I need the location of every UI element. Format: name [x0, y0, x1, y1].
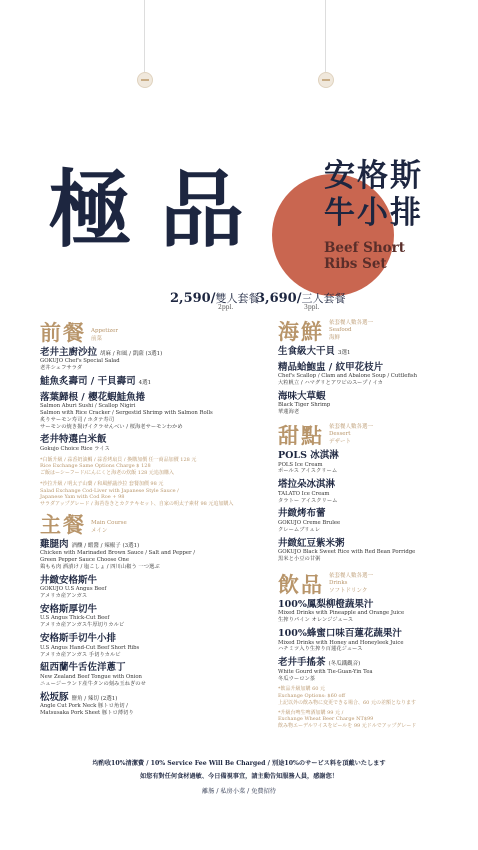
- price-2ppl-en: 2ppl.: [218, 304, 234, 311]
- menu-item-name: [40, 662, 240, 673]
- main-title: 主餐: [40, 511, 86, 537]
- menu-item: [40, 575, 240, 600]
- menu-item: [278, 346, 458, 357]
- menu-item: [40, 392, 240, 431]
- menu-item-name-text: 井緻安格斯牛: [40, 574, 98, 586]
- menu-item-name: [40, 539, 240, 550]
- drinks-sub-jp: ソフトドリンク: [329, 587, 368, 594]
- menu-item-name: [40, 392, 240, 403]
- menu-item-name: [278, 508, 458, 519]
- menu-item-name-text: 100%蜂蜜口味百蓮花蔬果汁: [278, 628, 402, 640]
- menu-item-japanese: ポールス アイスクリーム: [278, 468, 338, 475]
- dessert-header: [278, 423, 458, 449]
- menu-item-name-text: 老井主廚沙拉: [40, 347, 98, 358]
- drinks-subtitle: [329, 573, 373, 595]
- hang-hole-left: [137, 72, 153, 88]
- menu-item-english: POLS Ice Cream: [278, 461, 323, 468]
- title-en: [324, 240, 405, 273]
- drinks-note-1: *飲品升級加購 60 元 Exchange Options: $60 off 上記以外の飲み物に変更できる場合、60 元の差額となります: [278, 686, 416, 706]
- menu-item-english: Gokujo Choice Rice ライス: [40, 445, 110, 452]
- drinks-sub-en: Drinks: [329, 580, 348, 587]
- main-header: [40, 511, 240, 537]
- drinks-header: [278, 572, 458, 598]
- menu-item-japanese: アメリカ産アンガス牛厚切りカルビ: [40, 622, 125, 629]
- seafood-sub-en: Seafood: [329, 327, 352, 334]
- hang-hole-right: [318, 72, 334, 88]
- menu-item: [40, 662, 240, 687]
- hang-thread-right: [325, 0, 326, 72]
- menu-item-name: [40, 633, 240, 644]
- menu-item-english: GOKUJO U.S Angus Beef: [40, 586, 107, 593]
- appetizer-subtitle: [91, 328, 118, 343]
- menu-item-english: White Gourd with Tie-Guan-Yin Tea: [278, 668, 373, 675]
- main-list: [40, 539, 240, 717]
- menu-item-option: 3選1: [338, 350, 351, 357]
- menu-item-name: [40, 692, 240, 703]
- menu-item-name-text: 井緻烤布蕾: [278, 508, 326, 520]
- menu-item-option: 胡麻 / 和風 / 凱薩 (3選1): [100, 351, 163, 357]
- menu-item-english: Mixed Drinks with Pineapple and Orange Juice: [278, 610, 405, 617]
- menu-item: [278, 479, 458, 504]
- seafood-sub-cn: 依套餐人數各選一: [329, 320, 374, 326]
- hang-thread-left: [144, 0, 145, 72]
- menu-item-option: 酒釀 / 蝦醬 / 辣椒子 (3選1): [71, 542, 140, 549]
- menu-item-english: Chef's Scallop / Clam and Abalone Soup / Cuttlefish: [278, 373, 418, 380]
- menu-item-name-text: 塔拉朵冰淇淋: [278, 479, 336, 491]
- menu-item-japanese: アメリカ産アンガス 手切りカルビ: [40, 651, 121, 658]
- menu-item-option: (冬瓜鐵觀音): [328, 661, 361, 668]
- main-sub-en: Main Course: [91, 520, 127, 527]
- menu-item: [278, 362, 458, 387]
- menu-item: [40, 692, 240, 717]
- menu-item-english: Mixed Drinks with Honey and Honeyleek Juice: [278, 639, 404, 646]
- menu-item-name-text: 井緻紅豆紫米粥: [278, 537, 345, 549]
- menu-item: [278, 628, 458, 653]
- price-3ppl-en: 3ppl.: [304, 304, 320, 311]
- menu-item: [278, 599, 458, 624]
- menu-item-name: [278, 362, 458, 373]
- menu-item: [278, 657, 458, 682]
- menu-item-english: GOKUJO Chef's Special Salad: [40, 358, 120, 365]
- menu-item-japanese: クレームブリュレ: [278, 526, 321, 533]
- price-3ppl-label: 三人套餐: [301, 292, 346, 305]
- dessert-sub-cn: 依套餐人數各選一: [329, 423, 374, 430]
- dessert-sub-jp: デザート: [329, 438, 352, 445]
- main-subtitle: [91, 520, 127, 535]
- menu-item-name: [278, 479, 458, 490]
- menu-item-name: [278, 657, 458, 668]
- menu-item-name-text: 紐西蘭牛舌佐洋蔥丁: [40, 662, 126, 674]
- menu-item-name-text: 老井手搖茶: [278, 657, 326, 669]
- seafood-sub-jp: 海鮮: [329, 334, 341, 341]
- drinks-title: 飲品: [278, 572, 324, 598]
- menu-item-japanese: タラトー アイスクリーム: [278, 497, 338, 504]
- menu-item-english: GOKUJO Creme Brulee: [278, 519, 341, 526]
- menu-item: [278, 391, 458, 416]
- menu-item-japanese: 生搾りパイン オレンジジュース: [278, 617, 354, 624]
- menu-item-name: [40, 376, 240, 387]
- price-2ppl: [170, 290, 259, 311]
- dessert-list: [278, 450, 458, 563]
- seafood-header: [278, 319, 458, 345]
- menu-item-japanese: 鶏もも肉 酒漬け / 塩こしょ / 四川山椒う 一つ選ぶ: [40, 564, 160, 571]
- menu-item: [40, 376, 240, 387]
- dessert-title: 甜點: [278, 423, 324, 449]
- menu-item: [40, 347, 240, 372]
- menu-item-english: Angle Cut Pork Neck 豚トロ角切 / Matsusaka Pork Sheet 豚トロ薄切り: [40, 702, 134, 716]
- footer-allergy-notice: 如您有對任何食材過敏、今日備視事宜，請主動告知服務人員，感謝您！: [140, 773, 338, 780]
- menu-item-japanese: アメリカ産アンガス: [40, 593, 88, 600]
- menu-item-name-text: 落葉歸根 / 櫻花蝦鮭魚捲: [40, 391, 146, 403]
- right-column: [278, 320, 458, 730]
- menu-item-name-text: 雞腿肉: [40, 538, 69, 550]
- menu-item: [40, 434, 240, 452]
- menu-item-japanese: 冬瓜ウーロン茶: [278, 675, 316, 682]
- menu-item-english: Salmon Aburi Sushi / Scallop Nigiri Salmon with Rice Cracker / Sergestid Shrimp with Salmon Rolls: [40, 402, 213, 416]
- menu-item-english: U.S Angus Thick-Cut Beef: [40, 615, 110, 622]
- title-en-line1: Beef Short: [324, 240, 406, 256]
- menu-item: [40, 539, 240, 571]
- seafood-list: [278, 346, 458, 416]
- menu-item-english: Chicken with Marinaded Brown Sauce / Salt and Pepper / Green Pepper Sauce Choose One: [40, 550, 196, 564]
- menu-item-name-text: 精品蛤鮑盅 / 紋甲花枝片: [278, 361, 384, 373]
- menu-item-japanese: 黒米と小豆の甘粥: [278, 555, 321, 562]
- menu-item-name: [278, 599, 458, 610]
- appetizer-note-1: *白飯升級 / 蒜香奶油鯛 / 蒜香烤扇貝 / 換購加價 任一商品加價 128 元 Rice Exchange Same Options Charge $ 128 ご飯はーシーフード/にんにくと海老の炊飯 128 元追加購入: [40, 456, 197, 477]
- menu-item-option: 鹽角 / 辣切 (2選1): [71, 695, 118, 702]
- title-cn-line2: 牛小排: [324, 194, 423, 231]
- price-3ppl-amount: 3,690/: [256, 291, 302, 306]
- drinks-sub-cn: 依套餐人數各選一: [329, 572, 374, 579]
- menu-item-name: [278, 346, 458, 357]
- menu-item: [40, 633, 240, 658]
- menu-item-name-text: 松坂豚: [40, 691, 69, 703]
- left-column: [40, 322, 240, 721]
- appetizer-title: 前餐: [40, 320, 86, 345]
- menu-item-name: [40, 575, 240, 586]
- menu-item-name-text: POLS 冰淇淋: [278, 450, 339, 462]
- menu-item-english: New Zealand Beef Tongue with Onion: [40, 673, 142, 680]
- menu-item-english: TALATO Ice Cream: [278, 490, 330, 497]
- title-char-1: 極: [48, 160, 137, 259]
- menu-item-japanese: 華蓮海老: [278, 409, 300, 416]
- drinks-note-2: *升級台啤生啤酒加購 99 元 / Exchange Wheat Beer Charge NT$99 飲み物エーデルワイスをビールを 99 元ドルでアップグレード: [278, 709, 417, 730]
- title-cn: [324, 158, 423, 231]
- menu-item-english: U.S Angus Hand-Cut Beef Short Ribs: [40, 644, 140, 651]
- menu-item-japanese: 老井シェフサラダ: [40, 365, 83, 372]
- menu-item-option: 4選1: [138, 380, 152, 387]
- menu-item-name: [40, 604, 240, 615]
- seafood-subtitle: [329, 320, 373, 342]
- menu-item: [278, 450, 458, 475]
- dessert-sub-en: Dessert: [329, 431, 351, 438]
- menu-item-japanese: 炙りサーモン寿司 / ホタテ寿司 サーモンの焼き揚げイクラせんべい / 桜海老サーモンわかめ: [40, 416, 183, 430]
- menu-item-name: [40, 434, 240, 445]
- title-en-line2: Ribs Set: [324, 256, 387, 273]
- menu-item-name: [278, 538, 458, 549]
- menu-item: [40, 604, 240, 629]
- menu-item-japanese: ニュージーランド産牛タンの刻み玉ねぎのせ: [40, 680, 146, 687]
- menu-item-name-text: 老井特選白米飯: [40, 434, 107, 446]
- menu-item-english: Black Tiger Shrimp: [278, 402, 331, 409]
- price-3ppl: [256, 290, 345, 311]
- menu-item-english: GOKUJO Black Sweet Rice with Red Bean Porridge: [278, 549, 416, 556]
- menu-item-name-text: 安格斯厚切牛: [40, 604, 98, 616]
- main-sub-jp: メイン: [91, 527, 108, 534]
- title-char-2: 品: [160, 160, 249, 259]
- menu-item-japanese: 大粒帆立 / ハマグリとアワビのスープ / イカ: [278, 379, 383, 386]
- menu-item-name-text: 海味大草蝦: [278, 390, 326, 402]
- menu-item: [278, 538, 458, 563]
- appetizer-sub-en: Appetizer: [91, 328, 119, 335]
- menu-item-name: [278, 628, 458, 639]
- menu-item-name: [278, 450, 458, 461]
- menu-item-name-text: 安格斯手切牛小排: [40, 633, 117, 645]
- footer-service-fee: 均酌收10%清潔費 / 10% Service Fee Will Be Charged / 別途10%のサービス料を頂戴いたします: [92, 760, 386, 767]
- price-2ppl-amount: 2,590/: [170, 291, 216, 306]
- appetizer-header: [40, 322, 240, 343]
- seafood-title: 海鮮: [278, 319, 324, 345]
- appetizer-sub-jp: 前菜: [91, 335, 103, 342]
- menu-item-name-text: 生食級大干貝: [278, 346, 336, 358]
- dessert-subtitle: [329, 424, 373, 446]
- appetizer-list: [40, 347, 240, 453]
- menu-item-name: [278, 391, 458, 402]
- menu-item-japanese: ハチミツ入り生搾り百蓮花ジュース: [278, 646, 363, 653]
- drinks-list: [278, 599, 458, 682]
- menu-item-name-text: 100%鳳梨柳橙蔬果汁: [278, 599, 374, 611]
- appetizer-note-2: *沙拉升級 / 明太子山藥 / 和風鮮蔬沙拉 套餐加價 98 元 Salad Exchange Cod-Liver with Japanese Style Sauce / Japanese Yam with Cod Roe + 98 サラダアップグレード / 海苔巻きとカクテキセット、自家の明太子素材 98 元追加購入: [40, 480, 234, 508]
- footer-complimentary: 離肠 / 私房小菜 / 免費招待: [202, 788, 276, 795]
- title-cn-line1: 安格斯: [324, 158, 423, 194]
- menu-item-name: [40, 347, 240, 358]
- menu-item: [278, 508, 458, 533]
- price-2ppl-label: 雙人套餐: [215, 292, 260, 305]
- menu-item-name-text: 鮭魚炙壽司 / 干貝壽司: [40, 376, 136, 388]
